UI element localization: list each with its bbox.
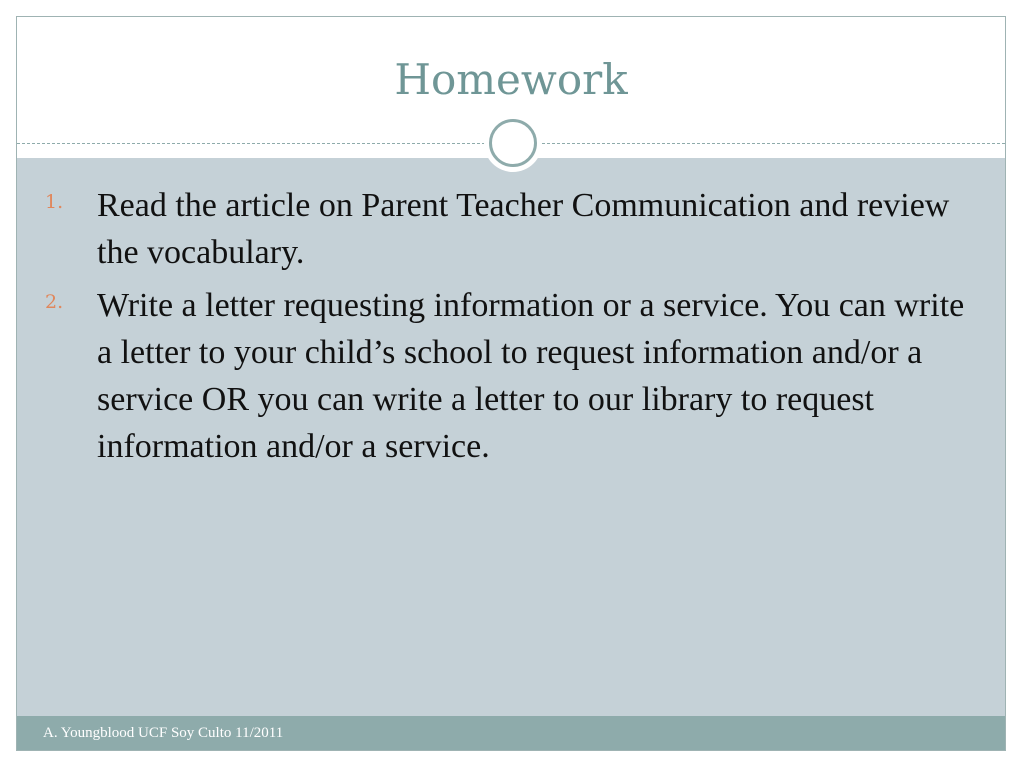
circle-ornament-icon [484,114,542,172]
slide [16,16,1006,751]
list-item [17,182,977,276]
footer-text: A. Youngblood UCF Soy Culto 11/2011 [43,725,284,741]
content-area [17,158,1005,716]
footer-bar [17,716,1005,750]
ring-icon [489,119,537,167]
list-item-text: Write a letter requesting information or a service. You can write a letter to your child’s school to request information and/or a service OR you can write a letter to our library to request information and/or a service. [97,287,965,465]
list-item-number: 1. [45,191,64,213]
list-item [17,282,977,470]
slide-title: Homework [394,55,628,104]
homework-list [17,182,977,476]
list-item-number: 2. [45,291,64,313]
list-item-text: Read the article on Parent Teacher Communication and review the vocabulary. [97,187,950,271]
